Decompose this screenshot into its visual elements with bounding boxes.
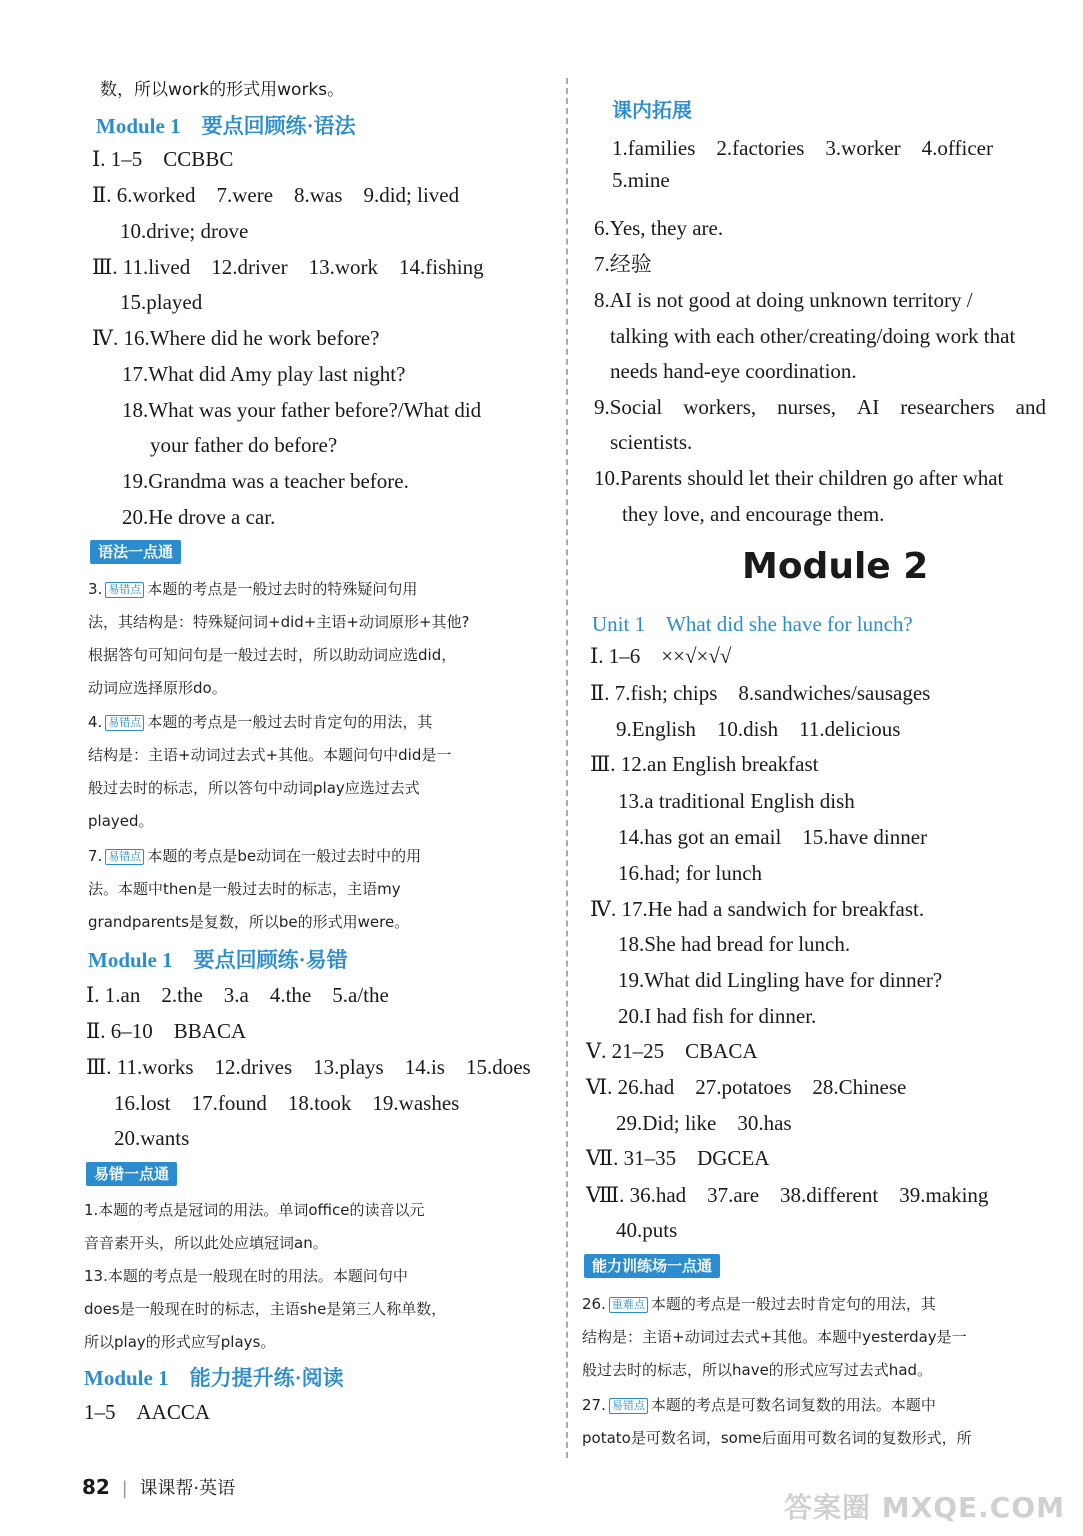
answer-line: 7.经验 (594, 252, 652, 276)
answer-line: Ⅲ. 12.an English breakfast (590, 752, 819, 776)
answer-line: 6.Yes, they are. (594, 216, 724, 240)
answer-line: 15.played (120, 290, 203, 314)
answer-line: Ⅱ. 6.worked 7.were 8.was 9.did; lived (92, 183, 460, 207)
note-line: 法。本题中then是一般过去时的标志，主语my (88, 880, 401, 898)
answer-line: 13.a traditional English dish (618, 789, 855, 813)
book-title: 课课帮·英语 (139, 1478, 236, 1499)
note-line: 所以play的形式应写plays。 (84, 1333, 276, 1351)
answer-line: 19.What did Lingling have for dinner? (618, 968, 943, 992)
note-line: 4. 易错点 本题的考点是一般过去时肯定句的用法，其 (88, 713, 433, 731)
answer-line: 20.I had fish for dinner. (618, 1004, 817, 1028)
answer-line: 10.Parents should let their children go after what (594, 466, 1004, 490)
answer-line: 17.What did Amy play last night? (122, 362, 406, 386)
tag-label: 易错点 (105, 582, 144, 598)
note-line: 13.本题的考点是一般现在时的用法。本题问句中 (84, 1267, 408, 1285)
answer-line: Ⅴ. 21–25 CBACA (586, 1039, 758, 1063)
answer-line: Ⅷ. 36.had 37.are 38.different 39.making (586, 1183, 989, 1207)
answer-line: 14.has got an email 15.have dinner (618, 825, 928, 849)
note-line: 27. 易错点 本题的考点是可数名词复数的用法。本题中 (582, 1396, 936, 1414)
answer-line: they love, and encourage them. (622, 502, 885, 526)
section-title-extension: 课内拓展 (612, 98, 692, 122)
note-line: grandparents是复数，所以be的形式用were。 (88, 913, 410, 931)
watermark: 答案圈 MXQE.COM (784, 1491, 1065, 1524)
answer-line: needs hand-eye coordination. (610, 359, 857, 383)
answer-line: scientists. (610, 430, 693, 454)
section-title-reading: Module 1 能力提升练·阅读 (84, 1366, 344, 1390)
note-line: played。 (88, 812, 154, 830)
tag-label: 重难点 (609, 1297, 648, 1313)
answer-line: Ⅰ. 1–6 ××√×√√ (590, 644, 732, 668)
note-line: 26. 重难点 本题的考点是一般过去时肯定句的用法，其 (582, 1295, 936, 1313)
answer-line: Ⅱ. 7.fish; chips 8.sandwiches/sausages (590, 681, 931, 705)
section-title-grammar: Module 1 要点回顾练·语法 (96, 114, 356, 138)
answer-line: 29.Did; like 30.has (616, 1111, 792, 1135)
answer-line: Ⅵ. 26.had 27.potatoes 28.Chinese (586, 1075, 907, 1099)
badge-grammar-tip: 语法一点通 (90, 540, 181, 564)
answer-line: 40.puts (616, 1218, 678, 1242)
note-line: 1.本题的考点是冠词的用法。单词office的读音以元 (84, 1201, 425, 1219)
answer-line: 10.drive; drove (120, 219, 249, 243)
answer-line: 9.Social workers, nurses, AI researchers and (594, 395, 1046, 419)
note-line: 根据答句可知问句是一般过去时，所以助动词应选did， (88, 646, 457, 664)
answer-line: 19.Grandma was a teacher before. (122, 469, 409, 493)
answer-line: Ⅱ. 6–10 BBACA (86, 1019, 247, 1043)
answer-line: 16.had; for lunch (618, 861, 763, 885)
note-line: 音音素开头，所以此处应填冠词an。 (84, 1234, 328, 1252)
answer-line: 8.AI is not good at doing unknown territory / (594, 288, 973, 312)
answer-line: 18.She had bread for lunch. (618, 932, 851, 956)
note-line: 结构是：主语+动词过去式+其他。本题中yesterday是一 (582, 1328, 967, 1346)
answer-line: your father do before? (150, 433, 338, 457)
column-divider (566, 78, 568, 1458)
answer-line: 1.families 2.factories 3.worker 4.officer (612, 136, 993, 160)
answer-line: 20.He drove a car. (122, 505, 276, 529)
answer-line: 18.What was your father before?/What did (122, 398, 482, 422)
unit-title: Unit 1 What did she have for lunch? (592, 612, 913, 636)
note-line: 般过去时的标志，所以have的形式应写过去式had。 (582, 1361, 933, 1379)
answer-line: Ⅲ. 11.lived 12.driver 13.work 14.fishing (92, 255, 484, 279)
section-title-mistakes: Module 1 要点回顾练·易错 (88, 948, 348, 972)
answer-line: Ⅲ. 11.works 12.drives 13.plays 14.is 15.does (86, 1055, 531, 1079)
footer-separator: | (121, 1478, 128, 1499)
page-number: 82 (82, 1475, 110, 1499)
tag-label: 易错点 (609, 1398, 648, 1414)
note-line: does是一般现在时的标志，主语she是第三人称单数， (84, 1300, 447, 1318)
note-line: 7. 易错点 本题的考点是be动词在一般过去时中的用 (88, 847, 422, 865)
badge-mistake-tip: 易错一点通 (86, 1162, 177, 1186)
note-line: 动词应选择原形do。 (88, 679, 227, 697)
note-line: 结构是：主语+动词过去式+其他。本题问句中did是一 (88, 746, 452, 764)
badge-training-tip: 能力训练场一点通 (584, 1254, 720, 1278)
module-title: Module 2 (742, 546, 929, 587)
answer-line: 5.mine (612, 168, 670, 192)
answer-line: 1–5 AACCA (84, 1400, 211, 1424)
answer-line: talking with each other/creating/doing work that (610, 324, 1016, 348)
continued-text: 数，所以work的形式用works。 (100, 80, 345, 100)
answer-line: Ⅳ. 17.He had a sandwich for breakfast. (590, 897, 925, 921)
answer-line: Ⅰ. 1–5 CCBBC (92, 147, 234, 171)
page-footer (82, 1474, 235, 1500)
tag-label: 易错点 (105, 715, 144, 731)
answer-line: Ⅳ. 16.Where did he work before? (92, 326, 380, 350)
note-line: potato是可数名词，some后面用可数名词的复数形式，所 (582, 1429, 972, 1447)
answer-line: 20.wants (114, 1126, 190, 1150)
answer-line: 16.lost 17.found 18.took 19.washes (114, 1091, 460, 1115)
answer-line: Ⅶ. 31–35 DGCEA (586, 1146, 770, 1170)
answer-line: Ⅰ. 1.an 2.the 3.a 4.the 5.a/the (86, 983, 389, 1007)
note-line: 法，其结构是：特殊疑问词+did+主语+动词原形+其他? (88, 613, 470, 631)
tag-label: 易错点 (105, 849, 144, 865)
note-line: 般过去时的标志，所以答句中动词play应选过去式 (88, 779, 420, 797)
answer-line: 9.English 10.dish 11.delicious (616, 717, 901, 741)
note-line: 3. 易错点 本题的考点是一般过去时的特殊疑问句用 (88, 580, 418, 598)
